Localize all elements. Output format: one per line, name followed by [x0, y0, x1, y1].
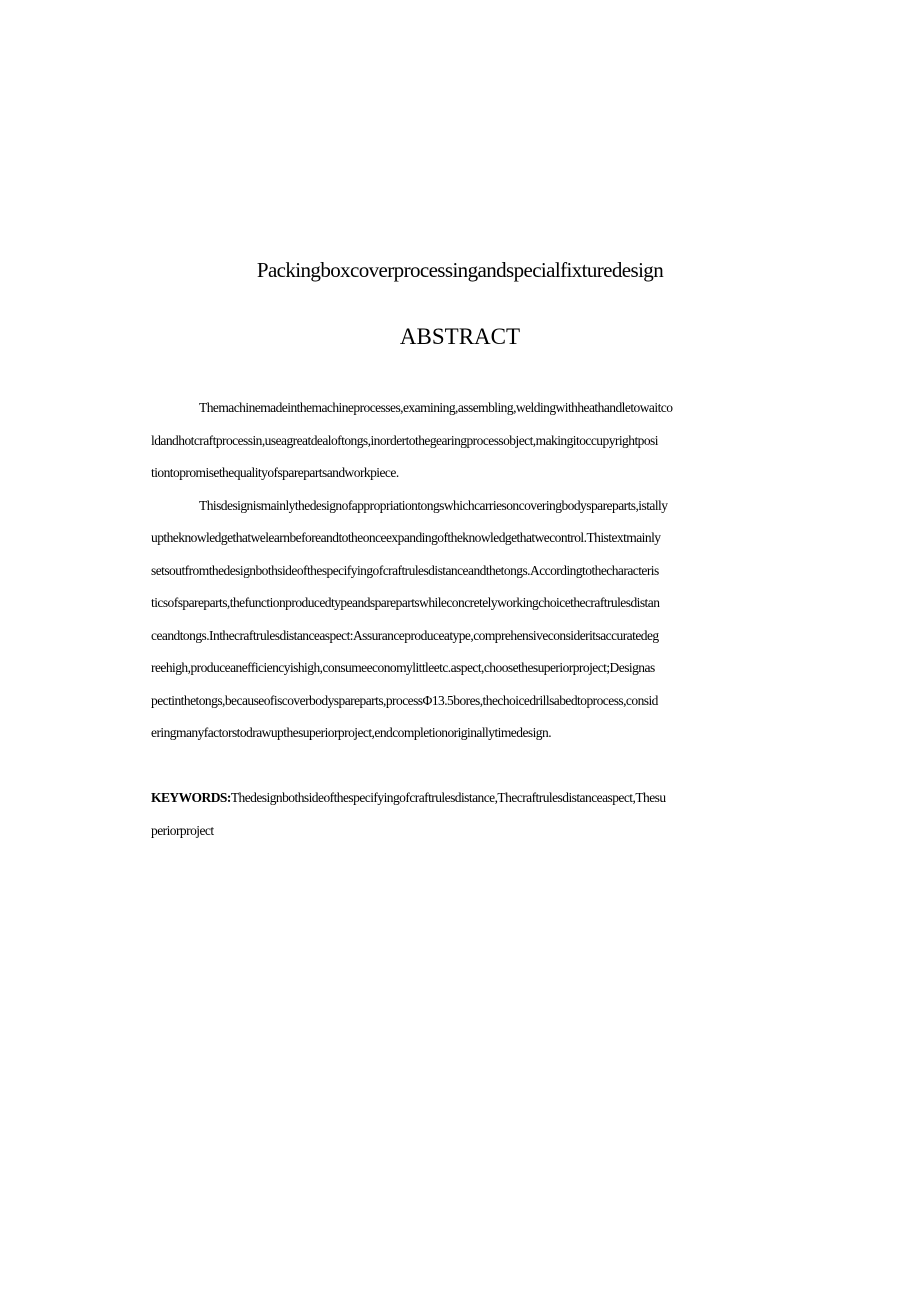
abstract-heading: ABSTRACT — [399, 324, 521, 349]
keywords-line-2: periorproject — [151, 822, 214, 838]
keywords-line-1 — [151, 782, 796, 815]
text-line: tiontopromisethequalityofsparepartsandworkpiece. — [151, 465, 399, 480]
keywords-text: Thedesignbothsideofthespecifyingofcraftrulesdistance,Thecraftrulesdistanceaspect,Thesu — [230, 790, 666, 805]
text-line: Themachinemadeinthemachineprocesses,examining,assembling,weldingwithheathandletowaitco — [199, 400, 673, 415]
text-line: pectinthetongs,becauseofiscoverbodyspareparts,processΦ13.5bores,thechoicedrillsabedtoprocess,consid — [151, 692, 658, 708]
text-line: ticsofspareparts,thefunctionproducedtypeandsparepartswhileconcretelyworkingchoicethecraftrulesdistan — [151, 595, 660, 610]
text-line: ldandhotcraftprocessin,useagreatdealoftongs,inordertothegearingprocessobject,makingitoccupyrightposi — [151, 432, 658, 448]
text-line: Thisdesignismainlythedesignofappropriationtongswhichcarriesoncoveringbodyspareparts,istally — [199, 497, 668, 513]
document-title: Packingboxcoverprocessingandspecialfixturedesign — [256, 258, 664, 282]
abstract-paragraph-2 — [151, 490, 796, 750]
text-line: reehigh,produceanefficiencyishigh,consumeeconomylittleetc.aspect,choosethesuperiorproject;Designas — [151, 660, 655, 675]
keywords-section — [151, 782, 796, 847]
keywords-label: KEYWORDS: — [151, 790, 231, 805]
text-line: eringmanyfactorstodrawupthesuperiorproject,endcompletionoriginallytimedesign. — [151, 725, 552, 740]
abstract-body — [151, 392, 796, 750]
text-line: uptheknowledgethatwelearnbeforeandtotheonceexpandingoftheknowledgethatwecontrol.Thistextmainly — [151, 530, 661, 545]
abstract-paragraph-1 — [151, 392, 796, 490]
text-line: ceandtongs.Inthecraftrulesdistanceaspect:Assuranceproduceatype,comprehensiveconsideritsaccuratedeg — [151, 627, 659, 643]
text-line: setsoutfromthedesignbothsideofthespecifyingofcraftrulesdistanceandthetongs.Accordingtothecharacteris — [151, 562, 659, 578]
